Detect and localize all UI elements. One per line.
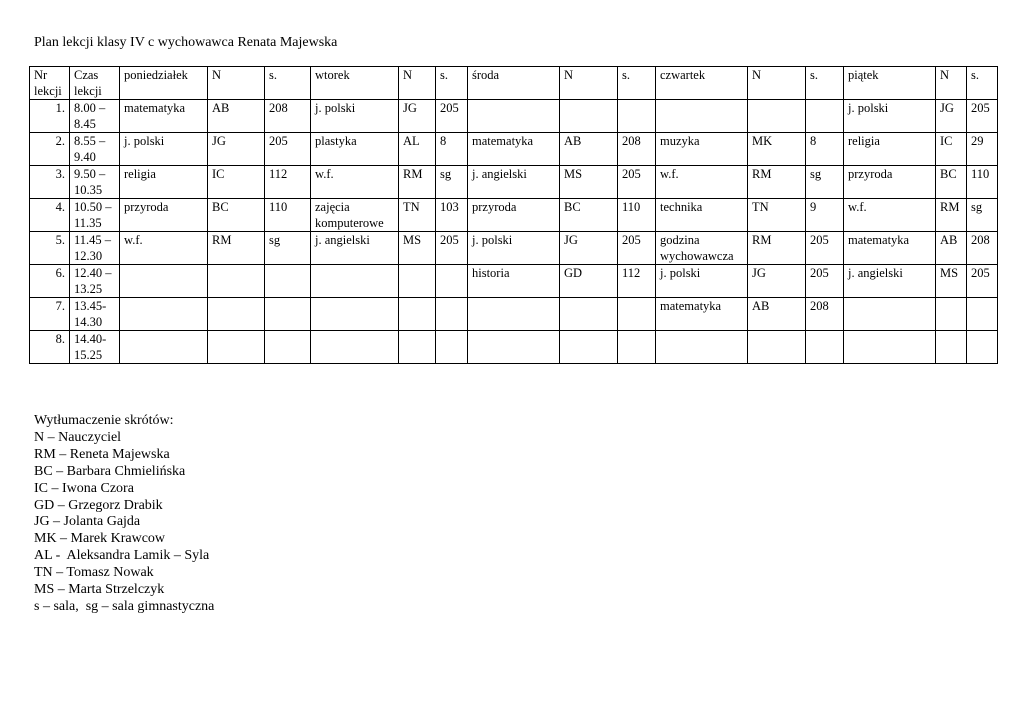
subject-cell: matematyka [120,100,208,133]
subject-cell: j. polski [311,100,399,133]
legend-item: RM – Reneta Majewska [34,446,170,462]
lesson-schedule-table [29,66,998,364]
teacher-cell [560,298,618,331]
subject-cell: j. polski [120,133,208,166]
teacher-cell [208,265,265,298]
subject-cell [311,265,399,298]
room-cell: 112 [618,265,656,298]
teacher-cell: MK [748,133,806,166]
room-cell: 205 [967,100,998,133]
teacher-cell: RM [399,166,436,199]
teacher-cell: BC [936,166,967,199]
teacher-cell: JG [399,100,436,133]
subject-cell: j. angielski [468,166,560,199]
lesson-time: 8.00 – 8.45 [70,100,120,133]
table-row [30,265,998,298]
header-time: Czas lekcji [70,67,120,100]
legend-item: JG – Jolanta Gajda [34,514,141,530]
lesson-number: 3. [30,166,70,199]
room-cell: 205 [436,100,468,133]
room-cell: 8 [436,133,468,166]
teacher-cell [399,298,436,331]
teacher-cell: RM [936,199,967,232]
header-day: poniedziałek [120,67,208,100]
legend-item: MK – Marek Krawcow [34,531,166,547]
room-cell: 205 [436,232,468,265]
room-cell: 110 [967,166,998,199]
legend-item: s – sala, sg – sala gimnastyczna [34,598,215,614]
room-cell: 112 [265,166,311,199]
room-cell: sg [806,166,844,199]
teacher-cell [936,331,967,364]
subject-cell [844,298,936,331]
room-cell: 205 [265,133,311,166]
teacher-cell: TN [748,199,806,232]
header-row [30,67,998,100]
legend-item: IC – Iwona Czora [34,480,134,496]
header-room: s. [618,67,656,100]
subject-cell: zajęcia komputerowe [311,199,399,232]
header-day: wtorek [311,67,399,100]
subject-cell: matematyka [656,298,748,331]
teacher-cell: MS [936,265,967,298]
subject-cell: j. polski [656,265,748,298]
room-cell: sg [967,199,998,232]
header-day: środa [468,67,560,100]
legend-item: MS – Marta Strzelczyk [34,582,165,598]
subject-cell: j. angielski [311,232,399,265]
room-cell: 110 [265,199,311,232]
teacher-cell [208,298,265,331]
teacher-cell: RM [208,232,265,265]
table-row [30,133,998,166]
subject-cell [468,100,560,133]
teacher-cell [399,331,436,364]
lesson-time: 12.40 – 13.25 [70,265,120,298]
lesson-number: 8. [30,331,70,364]
room-cell: 208 [618,133,656,166]
subject-cell [120,331,208,364]
abbreviation-legend [34,413,214,616]
room-cell: 205 [618,232,656,265]
room-cell: 110 [618,199,656,232]
teacher-cell: JG [748,265,806,298]
subject-cell: j. polski [468,232,560,265]
lesson-number: 1. [30,100,70,133]
subject-cell: matematyka [844,232,936,265]
room-cell [806,331,844,364]
subject-cell [120,265,208,298]
teacher-cell: GD [560,265,618,298]
room-cell [265,298,311,331]
legend-heading: Wytłumaczenie skrótów: [34,413,174,428]
header-day: piątek [844,67,936,100]
teacher-cell [399,265,436,298]
teacher-cell: AB [208,100,265,133]
teacher-cell: RM [748,232,806,265]
subject-cell: w.f. [120,232,208,265]
room-cell: 205 [806,265,844,298]
subject-cell: przyroda [468,199,560,232]
table-row [30,232,998,265]
room-cell: 205 [967,265,998,298]
teacher-cell [936,298,967,331]
room-cell [618,100,656,133]
lesson-number: 7. [30,298,70,331]
teacher-cell: JG [208,133,265,166]
subject-cell: przyroda [844,166,936,199]
teacher-cell: AL [399,133,436,166]
header-nr: Nr lekcji [30,67,70,100]
teacher-cell [748,100,806,133]
room-cell [436,298,468,331]
teacher-cell [560,100,618,133]
teacher-cell: MS [399,232,436,265]
lesson-time: 14.40-15.25 [70,331,120,364]
teacher-cell: JG [936,100,967,133]
room-cell: 29 [967,133,998,166]
header-teacher: N [748,67,806,100]
subject-cell: w.f. [844,199,936,232]
room-cell [618,331,656,364]
lesson-number: 4. [30,199,70,232]
header-room: s. [967,67,998,100]
page-title: Plan lekcji klasy IV c wychowawca Renata Majewska [34,35,338,50]
subject-cell [468,331,560,364]
legend-item: BC – Barbara Chmielińska [34,463,186,479]
lesson-number: 5. [30,232,70,265]
subject-cell: muzyka [656,133,748,166]
subject-cell: matematyka [468,133,560,166]
room-cell: 208 [967,232,998,265]
lesson-time: 11.45 – 12.30 [70,232,120,265]
room-cell: 205 [618,166,656,199]
room-cell [967,331,998,364]
subject-cell: religia [844,133,936,166]
table-row [30,331,998,364]
subject-cell [656,331,748,364]
subject-cell: przyroda [120,199,208,232]
teacher-cell: BC [560,199,618,232]
legend-item: GD – Grzegorz Drabik [34,497,163,513]
subject-cell: technika [656,199,748,232]
room-cell: 208 [265,100,311,133]
lesson-time: 13.45-14.30 [70,298,120,331]
subject-cell: godzina wychowawcza [656,232,748,265]
room-cell: 8 [806,133,844,166]
room-cell [618,298,656,331]
teacher-cell: AB [560,133,618,166]
room-cell [265,265,311,298]
teacher-cell [748,331,806,364]
teacher-cell: IC [208,166,265,199]
table-row [30,100,998,133]
lesson-time: 8.55 – 9.40 [70,133,120,166]
room-cell [806,100,844,133]
subject-cell [844,331,936,364]
teacher-cell: AB [748,298,806,331]
subject-cell: w.f. [656,166,748,199]
room-cell [436,265,468,298]
subject-cell [311,331,399,364]
header-day: czwartek [656,67,748,100]
subject-cell: j. angielski [844,265,936,298]
teacher-cell: IC [936,133,967,166]
lesson-time: 10.50 – 11.35 [70,199,120,232]
room-cell [265,331,311,364]
lesson-time: 9.50 – 10.35 [70,166,120,199]
subject-cell [468,298,560,331]
teacher-cell: RM [748,166,806,199]
header-teacher: N [560,67,618,100]
lesson-number: 6. [30,265,70,298]
room-cell: sg [436,166,468,199]
subject-cell: j. polski [844,100,936,133]
header-teacher: N [208,67,265,100]
header-teacher: N [399,67,436,100]
legend-item: N – Nauczyciel [34,429,122,445]
header-room: s. [436,67,468,100]
room-cell [436,331,468,364]
subject-cell [311,298,399,331]
teacher-cell: BC [208,199,265,232]
teacher-cell [560,331,618,364]
teacher-cell [208,331,265,364]
subject-cell: religia [120,166,208,199]
table-row [30,199,998,232]
teacher-cell: MS [560,166,618,199]
room-cell: 208 [806,298,844,331]
teacher-cell: TN [399,199,436,232]
room-cell: 9 [806,199,844,232]
lesson-number: 2. [30,133,70,166]
room-cell: sg [265,232,311,265]
table-row [30,166,998,199]
subject-cell: historia [468,265,560,298]
header-room: s. [265,67,311,100]
room-cell: 103 [436,199,468,232]
teacher-cell: AB [936,232,967,265]
subject-cell [656,100,748,133]
legend-item: TN – Tomasz Nowak [34,565,154,581]
table-row [30,298,998,331]
legend-item: AL - Aleksandra Lamik – Syla [34,548,210,564]
subject-cell: w.f. [311,166,399,199]
header-room: s. [806,67,844,100]
header-teacher: N [936,67,967,100]
teacher-cell: JG [560,232,618,265]
subject-cell: plastyka [311,133,399,166]
room-cell [967,298,998,331]
subject-cell [120,298,208,331]
room-cell: 205 [806,232,844,265]
